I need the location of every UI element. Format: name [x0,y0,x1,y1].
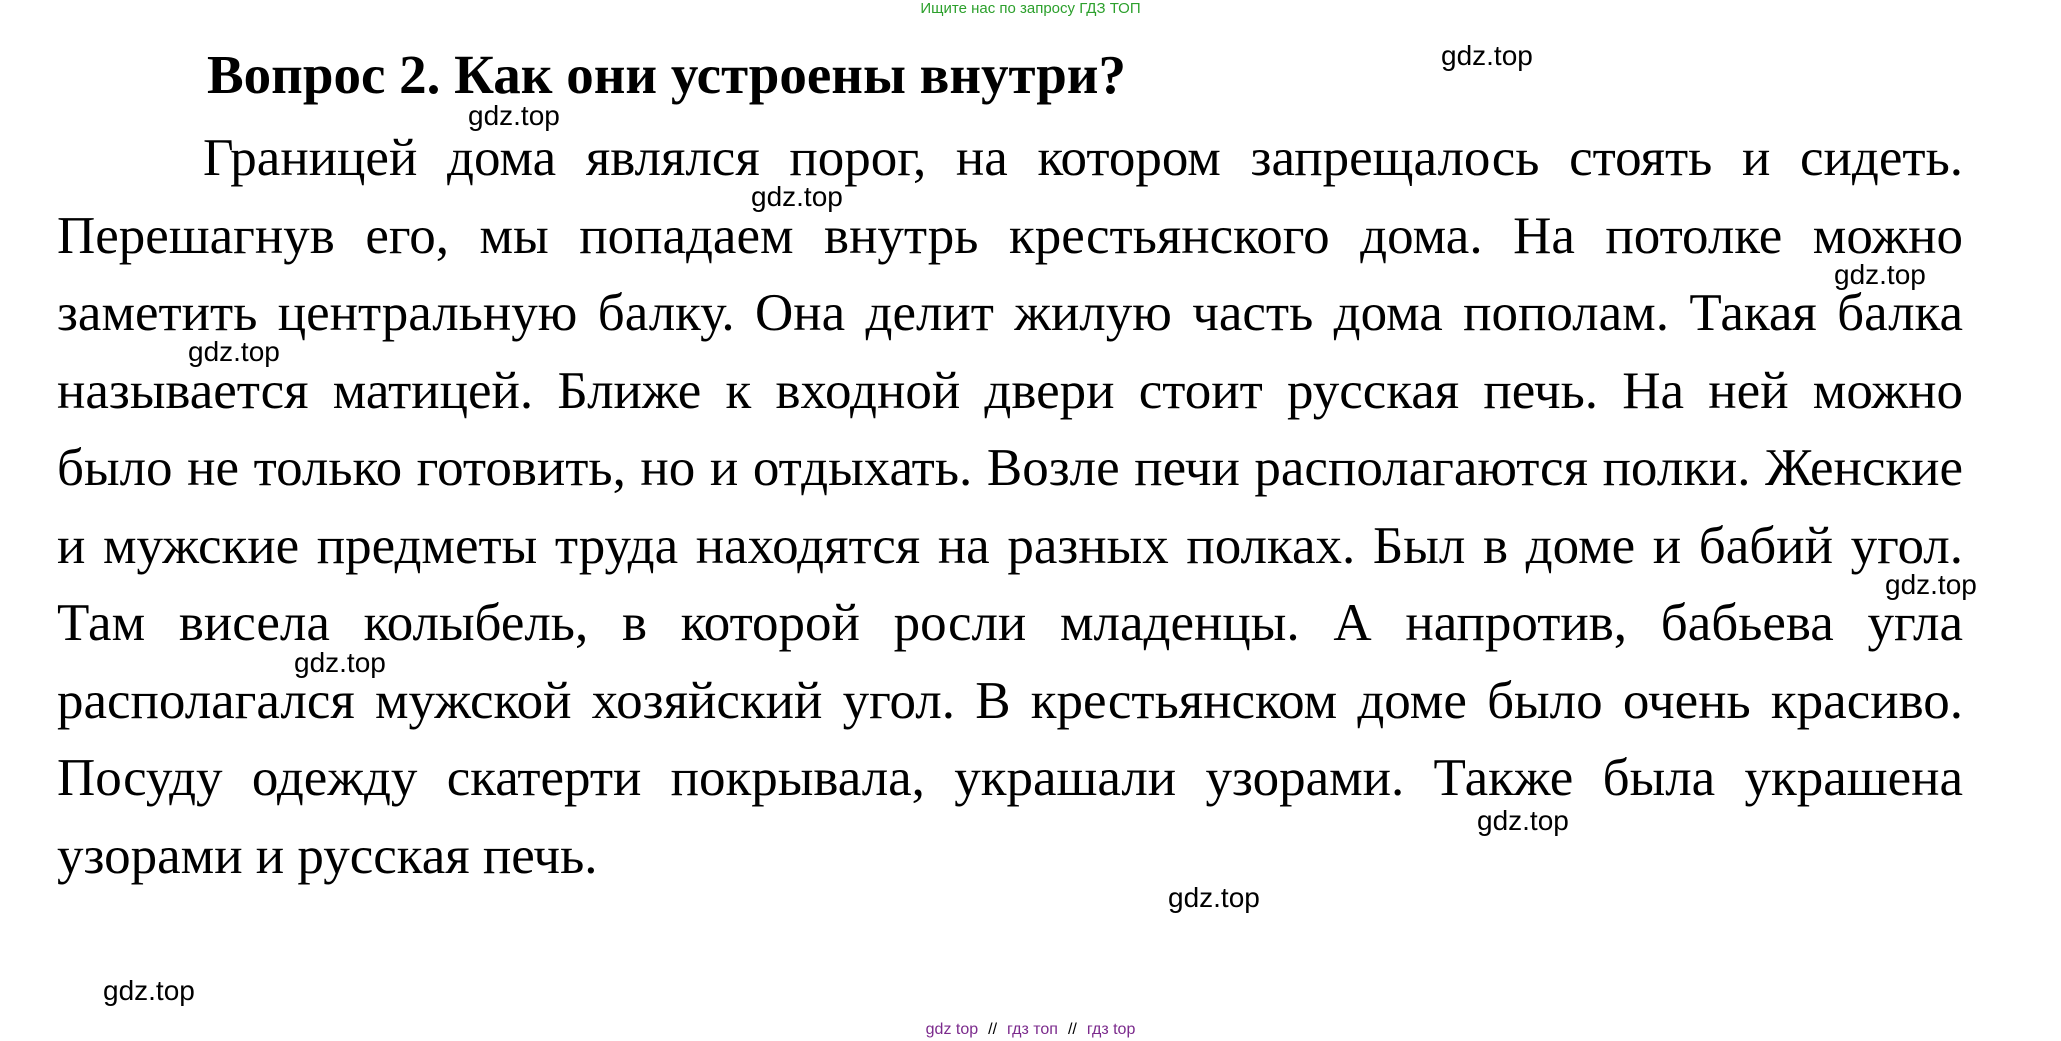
watermark: gdz.top [294,647,386,678]
footer-link-gdz-top-ru[interactable]: гдз топ [1007,1021,1058,1038]
watermark: gdz.top [188,336,280,367]
footer-links [0,1020,2061,1040]
watermark: gdz.top [468,100,560,131]
watermark: gdz.top [1834,259,1926,290]
footer-link-gdz-top[interactable]: gdz top [925,1021,979,1038]
watermark: gdz.top [1885,569,1977,600]
question-title: Вопрос 2. Как они устроены внутри? [207,44,1126,105]
watermark: gdz.top [1168,882,1260,913]
footer-link-gdz-top-mixed[interactable]: гдз top [1086,1021,1136,1038]
answer-paragraph: Границей дома являлся порог, на котором запрещалось стоять и сидеть. Перешагнув его, мы попадаем внутрь крестьянского дома. На потолке можно заметить центральную балку. Она делит жилую часть дома пополам. Такая балка называется матицей. Ближе к входной двери стоит русская печь. На ней можно было не только готовить, но и отдыхать. Возле печи располагаются полки. Женские и мужские предметы труда находятся на разных полках. Был в доме и бабий угол. Там висела колыбель, в которой росли младенцы. А напротив, бабьева угла располагался мужской хозяйский угол. В крестьянском доме было очень красиво. Посуду одежду скатерти покрывала, украшали узорами. Также была украшена узорами и русская печь. [57,129,1963,885]
footer-separator: // [1067,1021,1077,1038]
footer-separator: // [988,1021,998,1038]
search-hint-banner: Ищите нас по запросу ГДЗ ТОП [920,0,1141,17]
watermark: gdz.top [1441,40,1533,71]
watermark: gdz.top [751,181,843,212]
watermark: gdz.top [1477,805,1569,836]
watermark: gdz.top [103,975,195,1006]
